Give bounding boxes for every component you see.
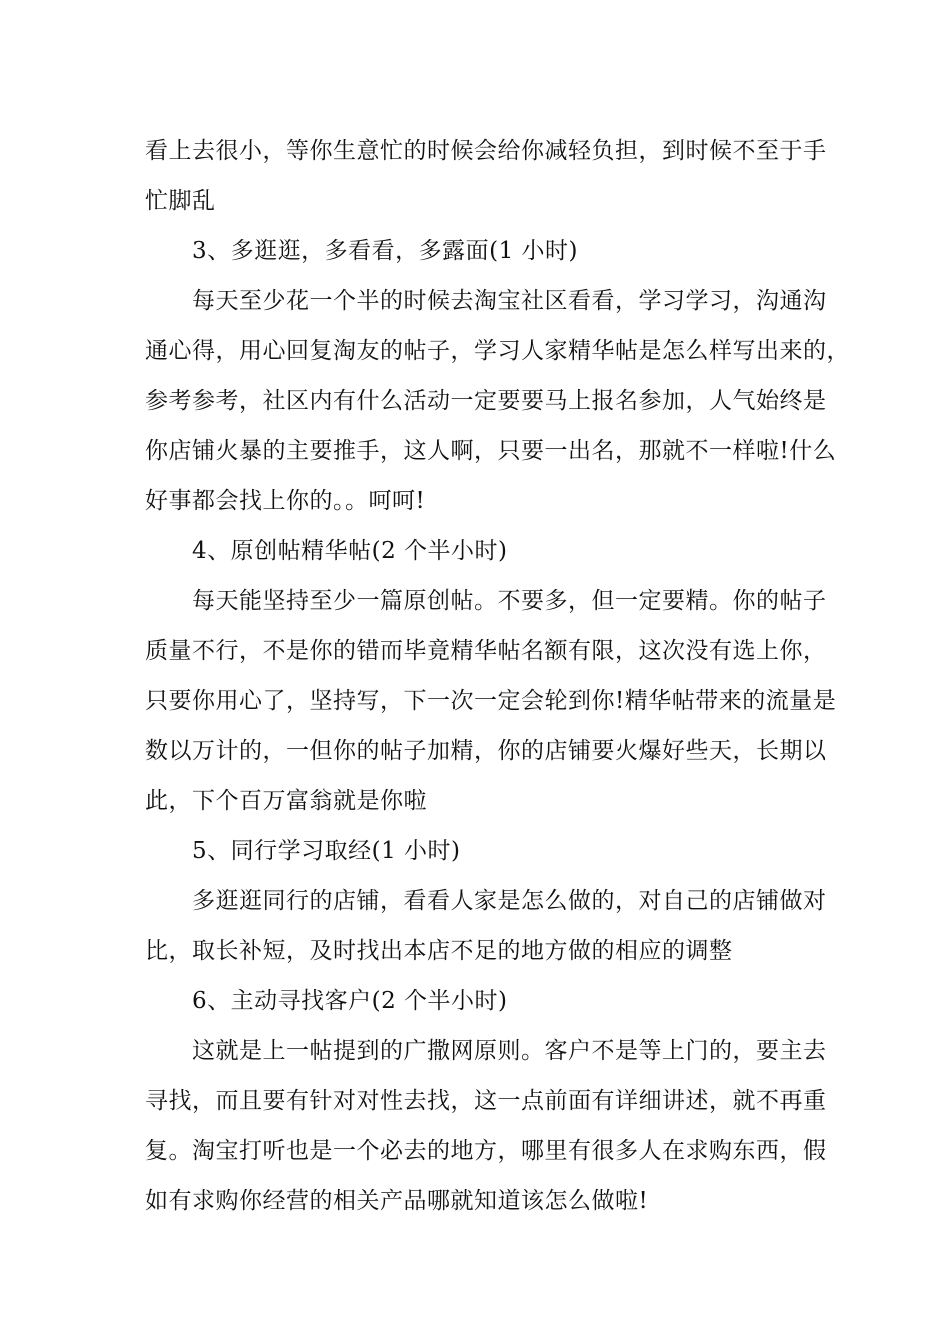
- body-text-line: 每天能坚持至少一篇原创帖。不要多，但一定要精。你的帖子: [192, 588, 827, 614]
- body-text-line: 质量不行，不是你的错而毕竟精华帖名额有限，这次没有选上你，: [145, 638, 827, 664]
- body-text-line: 复。淘宝打听也是一个必去的地方，哪里有很多人在求购东西，假: [145, 1138, 827, 1164]
- body-text-line: 参考参考，社区内有什么活动一定要要马上报名参加，人气始终是: [145, 388, 827, 414]
- body-text-line: 比，取长补短，及时找出本店不足的地方做的相应的调整: [145, 938, 733, 964]
- body-text-line: 寻找，而且要有针对对性去找，这一点前面有详细讲述，就不再重: [145, 1088, 827, 1114]
- body-text-line: 只要你用心了，坚持写，下一次一定会轮到你!精华帖带来的流量是: [145, 688, 837, 714]
- body-text-line: 你店铺火暴的主要推手，这人啊，只要一出名，那就不一样啦!什么: [145, 438, 837, 464]
- body-text-line: 多逛逛同行的店铺，看看人家是怎么做的，对自己的店铺做对: [192, 888, 827, 914]
- body-text-line: 如有求购你经营的相关产品哪就知道该怎么做啦!: [145, 1188, 649, 1214]
- body-text-line: 看上去很小，等你生意忙的时候会给你减轻负担，到时候不至于手: [145, 138, 827, 164]
- body-text-line: 此，下个百万富翁就是你啦: [145, 788, 427, 814]
- body-text-line: 每天至少花一个半的时候去淘宝社区看看，学习学习，沟通沟: [192, 288, 827, 314]
- section-heading-3: 3、多逛逛，多看看，多露面(1 小时): [192, 238, 579, 264]
- body-text-line: 数以万计的，一但你的帖子加精，你的店铺要火爆好些天，长期以: [145, 738, 827, 764]
- section-heading-4: 4、原创帖精华帖(2 个半小时): [192, 538, 508, 564]
- section-heading-5: 5、同行学习取经(1 小时): [192, 838, 461, 864]
- body-text-line: 忙脚乱: [145, 188, 216, 214]
- body-text-line: 通心得，用心回复淘友的帖子，学习人家精华帖是怎么样写出来的，: [145, 338, 850, 364]
- body-text-line: 这就是上一帖提到的广撒网原则。客户不是等上门的，要主去: [192, 1038, 827, 1064]
- body-text-line: 好事都会找上你的。。呵呵!: [145, 488, 426, 514]
- section-heading-6: 6、主动寻找客户(2 个半小时): [192, 988, 508, 1014]
